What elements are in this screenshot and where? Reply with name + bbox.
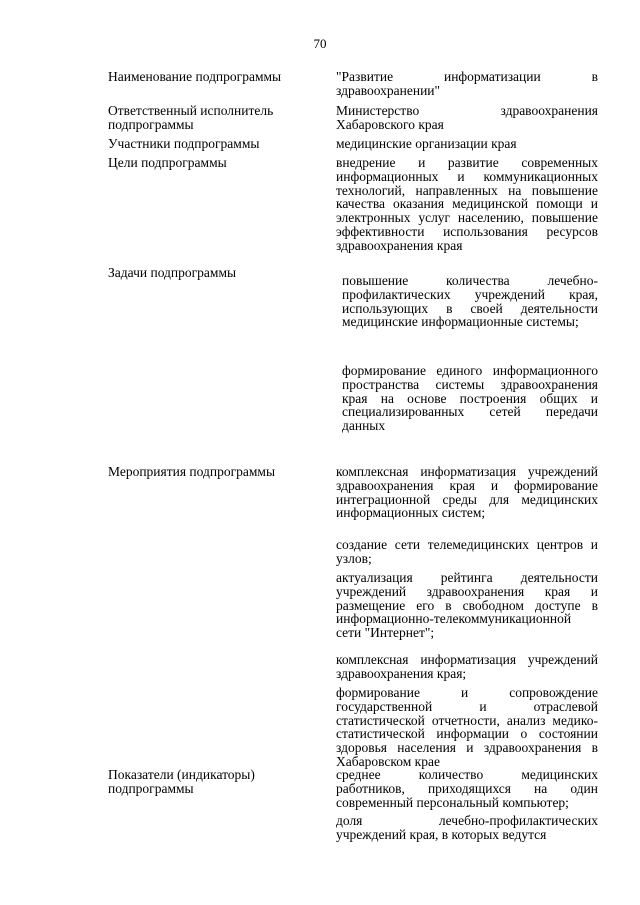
row-value — [336, 814, 598, 842]
row-label: Задачи подпрограммы — [108, 265, 237, 280]
row-value — [342, 274, 598, 329]
row-value — [336, 137, 598, 151]
row-value — [336, 465, 598, 520]
value-paragraph: медицинские организации края — [336, 136, 517, 151]
value-paragraph: Министерство здравоохранения Хабаровского края — [336, 103, 598, 132]
row-value — [336, 686, 598, 769]
row-label: Ответственный исполнитель подпрограммы — [108, 103, 274, 132]
row-label: Участники подпрограммы — [108, 136, 260, 151]
row-value — [336, 571, 598, 640]
row-label: Мероприятия подпрограммы — [108, 464, 276, 479]
page-number: 70 — [313, 36, 327, 51]
value-paragraph: среднее количество медицинских работников, приходящихся на один современный персональный компьютер; — [336, 767, 598, 810]
value-paragraph: доля лечебно-профилактических учреждений края, в которых ведутся — [336, 813, 598, 842]
row-value — [336, 653, 598, 681]
value-paragraph: комплексная информатизация учреждений здравоохранения края; — [336, 652, 598, 681]
row-label: Показатели (индикаторы) подпрограммы — [108, 767, 255, 796]
row-value — [336, 538, 598, 566]
value-paragraph: создание сети телемедицинских центров и узлов; — [336, 537, 598, 566]
row-label: Цели подпрограммы — [108, 155, 227, 170]
row-value — [342, 364, 598, 433]
value-paragraph: комплексная информатизация учреждений здравоохранения края и формирование интеграционной среды для медицинских информационных систем; — [336, 464, 598, 521]
value-paragraph: "Развитие информатизации в здравоохранении" — [336, 69, 598, 98]
row-label: Наименование подпрограммы — [108, 69, 282, 84]
row-value — [336, 156, 598, 253]
value-paragraph: формирование единого информационного пространства системы здравоохранения края на основе построения общих и специализированных сетей передачи данных — [342, 363, 598, 434]
value-paragraph: формирование и сопровождение государственной и отраслевой статистической отчетности, анализ медико-статистической информации о состоянии здоровья населения и здравоохранения в Хабаровском крае — [336, 685, 598, 769]
row-value — [336, 70, 598, 98]
row-value — [336, 768, 598, 809]
value-paragraph: повышение количества лечебно-профилактических учреждений края, использующих в своей деятельности медицинские информационные системы; — [342, 273, 598, 330]
value-paragraph: внедрение и развитие современных информационных и коммуникационных технологий, направленных на повышение качества оказания медицинской помощи и электронных услуг населению, повышение эффективности использования ресурсов здравоохранения края — [336, 155, 598, 253]
row-value — [336, 104, 598, 132]
value-paragraph: актуализация рейтинга деятельности учреждений здравоохранения края и размещение его в свободном доступе в информационно-телекоммуникационной сети "Интернет"; — [336, 570, 598, 641]
